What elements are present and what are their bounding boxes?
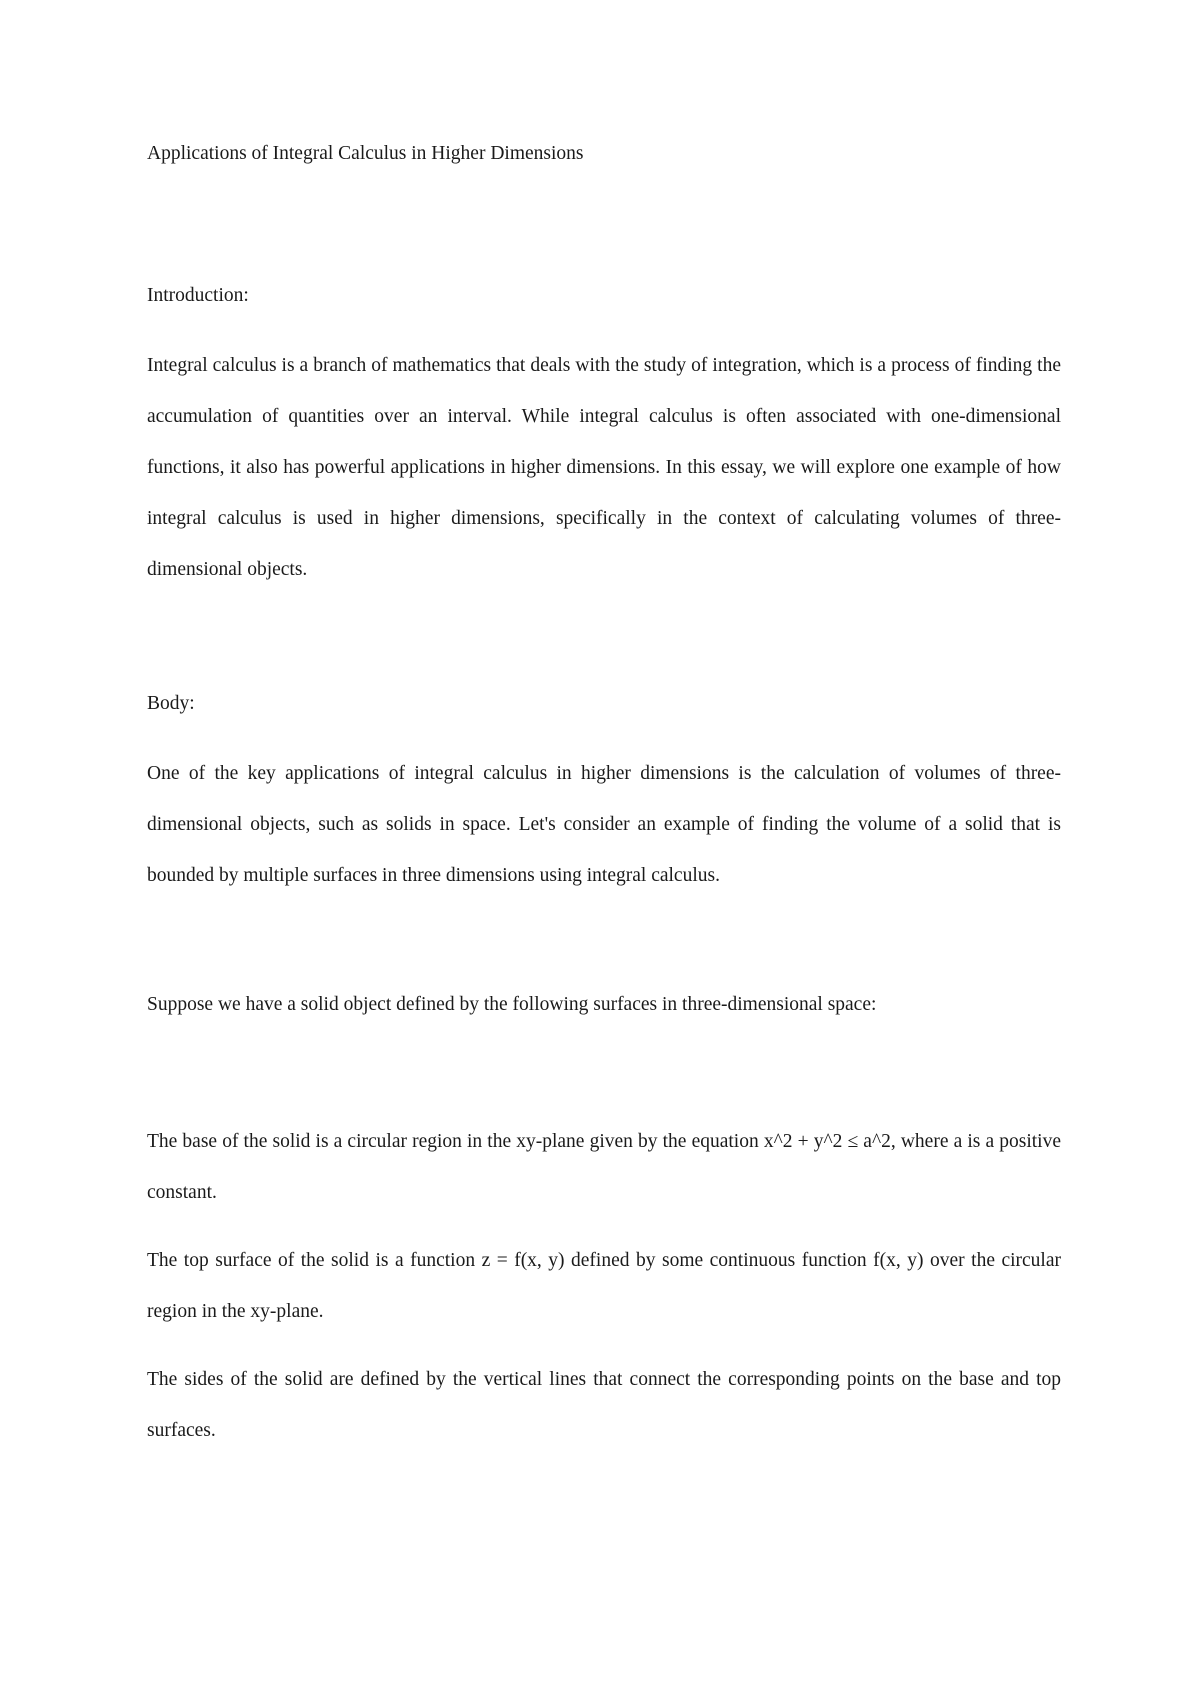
introduction-paragraph: Integral calculus is a branch of mathematics that deals with the study of integration, which is a process of finding the accumulation of quantities over an interval. While integral calculus is often associated with one-dimensional functions, it also has powerful applications in higher dimensions. In this essay, we will explore one example of how integral calculus is used in higher dimensions, specifically in the context of calculating volumes of three-dimensional objects.	[147, 355, 1061, 580]
document-title: Applications of Integral Calculus in Higher Dimensions	[147, 143, 584, 164]
introduction-heading: Introduction:	[147, 285, 249, 306]
base-surface-paragraph: The base of the solid is a circular region in the xy-plane given by the equation x^2 + y^2 ≤ a^2, where a is a positive constant.	[147, 1131, 1061, 1203]
suppose-paragraph: Suppose we have a solid object defined by the following surfaces in three-dimensional space:	[147, 994, 877, 1015]
sides-paragraph: The sides of the solid are defined by the vertical lines that connect the corresponding points on the base and top surfaces.	[147, 1369, 1061, 1441]
top-surface-paragraph: The top surface of the solid is a function z = f(x, y) defined by some continuous function f(x, y) over the circular region in the xy-plane.	[147, 1250, 1061, 1322]
body-heading: Body:	[147, 693, 195, 714]
body-paragraph: One of the key applications of integral calculus in higher dimensions is the calculation of volumes of three-dimensional objects, such as solids in space. Let's consider an example of finding the volume of a solid that is bounded by multiple surfaces in three dimensions using integral calculus.	[147, 763, 1061, 886]
